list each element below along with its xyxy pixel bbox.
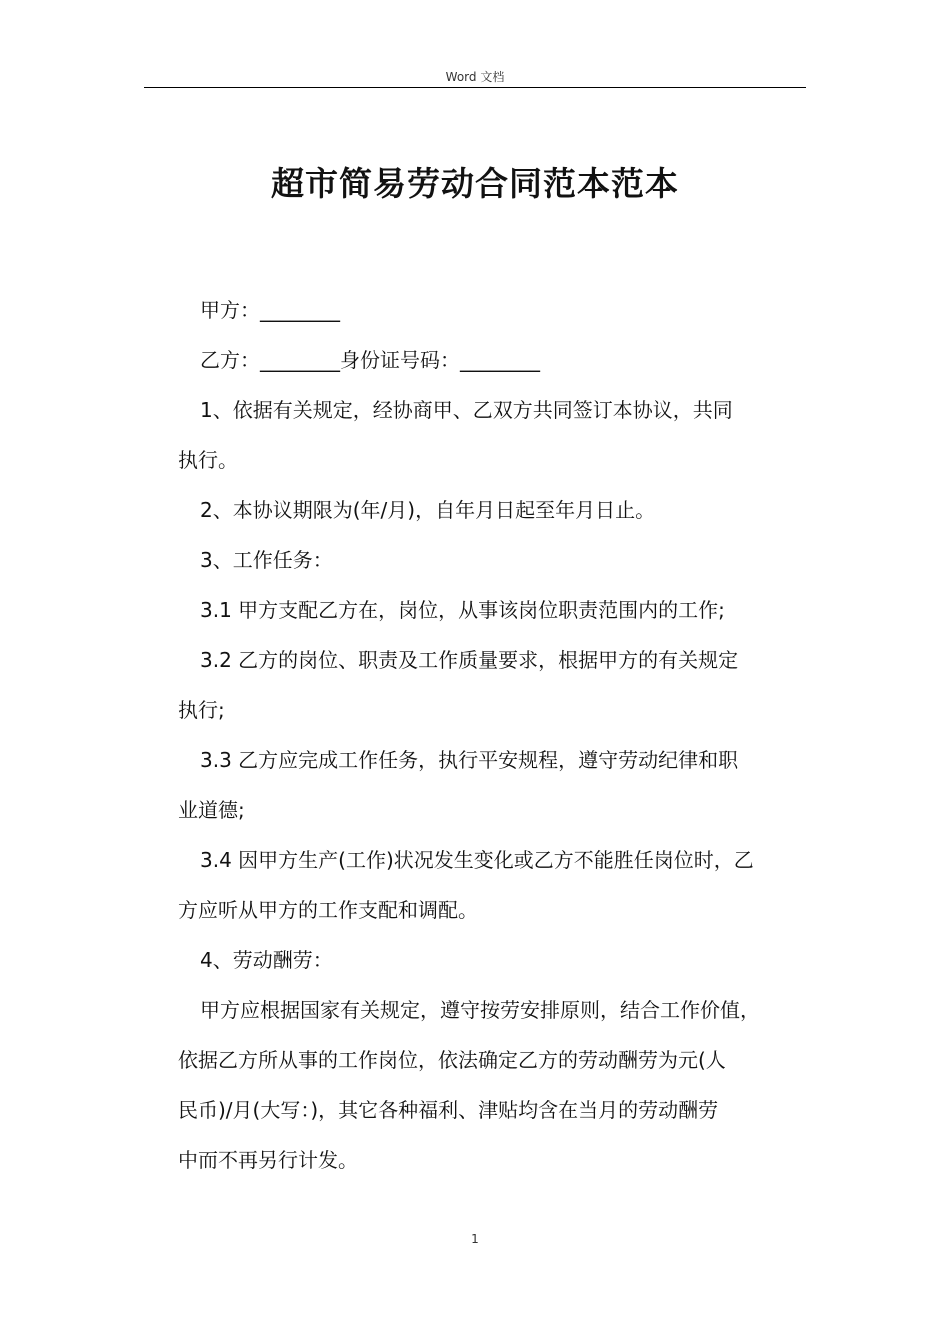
clause-4-line-4: 中而不再另行计发。: [178, 1148, 358, 1172]
clause-3-1-line: 3.1 甲方支配乙方在，岗位，从事该岗位职责范围内的工作;: [200, 598, 725, 622]
clause-2-line: 2、本协议期限为(年/月)，自年月日起至年月日止。: [200, 498, 656, 522]
body-lines: [178, 285, 818, 1185]
page-number: 1: [471, 1232, 479, 1246]
clause-3-4-line-1: 3.4 因甲方生产(工作)状况发生变化或乙方不能胜任岗位时，乙: [200, 848, 754, 872]
document-title: 超市简易劳动合同范本范本: [271, 164, 679, 203]
clause-3-3-line-2: 业道德;: [178, 798, 245, 822]
page-header: Word 文档: [445, 70, 505, 84]
clause-4-line-3: 民币)/月(大写：)，其它各种福利、津贴均含在当月的劳动酬劳: [178, 1098, 719, 1122]
clause-3-3-line-1: 3.3 乙方应完成工作任务，执行平安规程，遵守劳动纪律和职: [200, 748, 739, 772]
clause-3-2-line-1: 3.2 乙方的岗位、职责及工作质量要求，根据甲方的有关规定: [200, 648, 739, 672]
clause-4-line-2: 依据乙方所从事的工作岗位，依法确定乙方的劳动酬劳为元(人: [178, 1048, 726, 1072]
clause-4-line-1: 甲方应根据国家有关规定，遵守按劳安排原则，结合工作价值，: [200, 998, 760, 1022]
clause-3-heading: 3、工作任务：: [200, 548, 333, 572]
clause-1-line-2: 执行。: [178, 448, 238, 472]
party-b-line: 乙方：________身份证号码：________: [200, 348, 540, 372]
clause-3-4-line-2: 方应听从甲方的工作支配和调配。: [178, 898, 478, 922]
party-a-line: 甲方：________: [200, 298, 340, 322]
clause-3-2-line-2: 执行;: [178, 698, 225, 722]
header-divider: [144, 87, 806, 88]
document-body: [178, 285, 818, 1185]
clause-4-heading: 4、劳动酬劳：: [200, 948, 333, 972]
clause-1-line-1: 1、依据有关规定，经协商甲、乙双方共同签订本协议，共同: [200, 398, 733, 422]
